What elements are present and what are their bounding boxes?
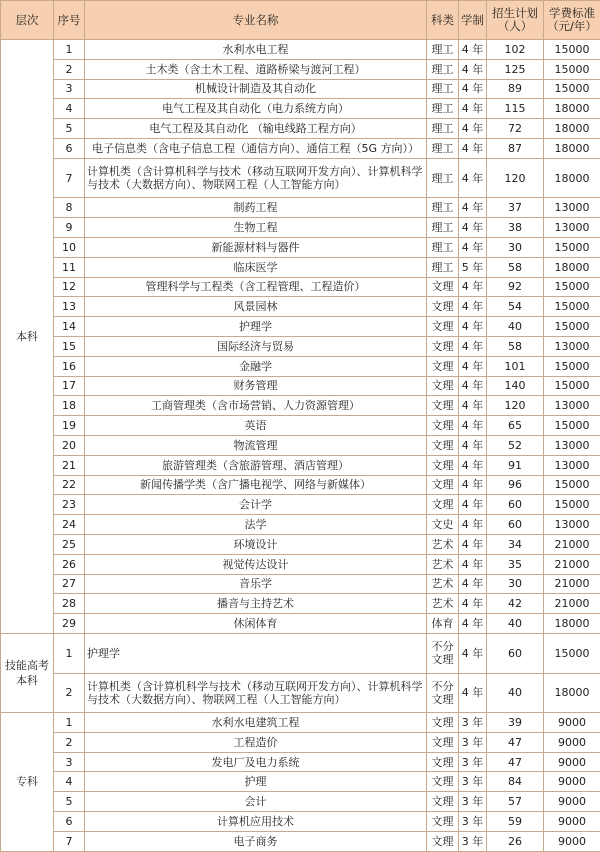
tuition-fee: 18000 bbox=[544, 614, 600, 634]
tuition-fee: 9000 bbox=[544, 831, 600, 851]
category: 理工 bbox=[427, 218, 459, 238]
row-number: 14 bbox=[54, 317, 85, 337]
category: 理工 bbox=[427, 59, 459, 79]
category: 文理 bbox=[427, 495, 459, 515]
table-header-row bbox=[1, 1, 600, 40]
row-number: 5 bbox=[54, 792, 85, 812]
enroll-plan: 37 bbox=[487, 198, 544, 218]
row-number: 17 bbox=[54, 376, 85, 396]
major-name: 工程造价 bbox=[85, 732, 427, 752]
enroll-plan: 47 bbox=[487, 752, 544, 772]
duration: 4 年 bbox=[459, 673, 487, 713]
row-number: 3 bbox=[54, 79, 85, 99]
tuition-fee: 15000 bbox=[544, 237, 600, 257]
duration: 4 年 bbox=[459, 475, 487, 495]
duration: 4 年 bbox=[459, 554, 487, 574]
category: 文理 bbox=[427, 396, 459, 416]
row-number: 21 bbox=[54, 455, 85, 475]
category: 理工 bbox=[427, 119, 459, 139]
major-name: 计算机类（含计算机科学与技术（移动互联网开发方向）、计算机科学与技术（大数据方向）、物联网工程（人工智能方向） bbox=[85, 158, 427, 198]
major-name: 新闻传播学类（含广播电视学、网络与新媒体） bbox=[85, 475, 427, 495]
tuition-fee: 21000 bbox=[544, 594, 600, 614]
duration: 3 年 bbox=[459, 831, 487, 851]
row-number: 3 bbox=[54, 752, 85, 772]
enroll-plan: 89 bbox=[487, 79, 544, 99]
row-number: 4 bbox=[54, 99, 85, 119]
enroll-plan: 35 bbox=[487, 554, 544, 574]
tuition-fee: 13000 bbox=[544, 396, 600, 416]
tuition-fee: 13000 bbox=[544, 218, 600, 238]
category: 文理 bbox=[427, 732, 459, 752]
table-row bbox=[1, 218, 600, 238]
row-number: 7 bbox=[54, 158, 85, 198]
row-number: 1 bbox=[54, 40, 85, 60]
tuition-fee: 13000 bbox=[544, 515, 600, 535]
category: 文理 bbox=[427, 812, 459, 832]
tuition-fee: 15000 bbox=[544, 317, 600, 337]
duration: 3 年 bbox=[459, 812, 487, 832]
category: 文理 bbox=[427, 277, 459, 297]
major-name: 护理学 bbox=[85, 317, 427, 337]
major-name: 国际经济与贸易 bbox=[85, 336, 427, 356]
tuition-fee: 9000 bbox=[544, 752, 600, 772]
row-number: 7 bbox=[54, 831, 85, 851]
major-name: 临床医学 bbox=[85, 257, 427, 277]
table-row bbox=[1, 416, 600, 436]
row-number: 29 bbox=[54, 614, 85, 634]
enroll-plan: 65 bbox=[487, 416, 544, 436]
duration: 4 年 bbox=[459, 574, 487, 594]
table-row bbox=[1, 257, 600, 277]
category: 艺术 bbox=[427, 594, 459, 614]
table-row bbox=[1, 633, 600, 673]
level-cell: 专科 bbox=[1, 713, 54, 852]
table-row bbox=[1, 752, 600, 772]
tuition-fee: 21000 bbox=[544, 534, 600, 554]
enroll-plan: 91 bbox=[487, 455, 544, 475]
category: 理工 bbox=[427, 138, 459, 158]
table-row bbox=[1, 812, 600, 832]
duration: 4 年 bbox=[459, 158, 487, 198]
category: 艺术 bbox=[427, 534, 459, 554]
major-name: 视觉传达设计 bbox=[85, 554, 427, 574]
row-number: 6 bbox=[54, 138, 85, 158]
duration: 3 年 bbox=[459, 713, 487, 733]
duration: 4 年 bbox=[459, 594, 487, 614]
major-name: 新能源材料与器件 bbox=[85, 237, 427, 257]
major-name: 会计 bbox=[85, 792, 427, 812]
category: 文理 bbox=[427, 713, 459, 733]
major-name: 金融学 bbox=[85, 356, 427, 376]
major-name: 计算机应用技术 bbox=[85, 812, 427, 832]
table-row bbox=[1, 435, 600, 455]
table-row bbox=[1, 792, 600, 812]
table-row bbox=[1, 297, 600, 317]
category: 文理 bbox=[427, 317, 459, 337]
enroll-plan: 120 bbox=[487, 158, 544, 198]
major-name: 电气工程及其自动化（电力系统方向） bbox=[85, 99, 427, 119]
level-cell: 技能高考本科 bbox=[1, 633, 54, 712]
major-name: 电子信息类（含电子信息工程（通信方向）、通信工程（5G 方向）） bbox=[85, 138, 427, 158]
tuition-fee: 15000 bbox=[544, 356, 600, 376]
table-row bbox=[1, 99, 600, 119]
major-name: 英语 bbox=[85, 416, 427, 436]
duration: 4 年 bbox=[459, 495, 487, 515]
row-number: 28 bbox=[54, 594, 85, 614]
table-row bbox=[1, 673, 600, 713]
category: 文理 bbox=[427, 435, 459, 455]
tuition-fee: 15000 bbox=[544, 40, 600, 60]
category: 体育 bbox=[427, 614, 459, 634]
header-level: 层次 bbox=[1, 1, 54, 40]
row-number: 11 bbox=[54, 257, 85, 277]
tuition-fee: 18000 bbox=[544, 138, 600, 158]
major-name: 制药工程 bbox=[85, 198, 427, 218]
tuition-fee: 13000 bbox=[544, 198, 600, 218]
row-number: 8 bbox=[54, 198, 85, 218]
enroll-plan: 125 bbox=[487, 59, 544, 79]
category: 文理 bbox=[427, 376, 459, 396]
duration: 4 年 bbox=[459, 119, 487, 139]
category: 艺术 bbox=[427, 574, 459, 594]
major-name: 水利水电工程 bbox=[85, 40, 427, 60]
row-number: 4 bbox=[54, 772, 85, 792]
table-row bbox=[1, 237, 600, 257]
row-number: 23 bbox=[54, 495, 85, 515]
enroll-plan: 72 bbox=[487, 119, 544, 139]
major-name: 护理 bbox=[85, 772, 427, 792]
major-name: 土木类（含土木工程、道路桥梁与渡河工程） bbox=[85, 59, 427, 79]
enroll-plan: 102 bbox=[487, 40, 544, 60]
enroll-plan: 140 bbox=[487, 376, 544, 396]
major-name: 音乐学 bbox=[85, 574, 427, 594]
duration: 4 年 bbox=[459, 317, 487, 337]
major-name: 机械设计制造及其自动化 bbox=[85, 79, 427, 99]
tuition-fee: 13000 bbox=[544, 336, 600, 356]
category: 理工 bbox=[427, 198, 459, 218]
tuition-fee: 13000 bbox=[544, 455, 600, 475]
duration: 4 年 bbox=[459, 218, 487, 238]
category: 文理 bbox=[427, 455, 459, 475]
duration: 5 年 bbox=[459, 257, 487, 277]
duration: 4 年 bbox=[459, 614, 487, 634]
enroll-plan: 92 bbox=[487, 277, 544, 297]
duration: 4 年 bbox=[459, 336, 487, 356]
enroll-plan: 60 bbox=[487, 515, 544, 535]
major-name: 环境设计 bbox=[85, 534, 427, 554]
category: 理工 bbox=[427, 257, 459, 277]
enroll-plan: 101 bbox=[487, 356, 544, 376]
enroll-plan: 58 bbox=[487, 336, 544, 356]
header-years: 学制 bbox=[459, 1, 487, 40]
table-row bbox=[1, 336, 600, 356]
enroll-plan: 34 bbox=[487, 534, 544, 554]
enroll-plan: 58 bbox=[487, 257, 544, 277]
tuition-fee: 15000 bbox=[544, 475, 600, 495]
row-number: 22 bbox=[54, 475, 85, 495]
table-row bbox=[1, 396, 600, 416]
row-number: 9 bbox=[54, 218, 85, 238]
category: 理工 bbox=[427, 237, 459, 257]
enroll-plan: 60 bbox=[487, 633, 544, 673]
row-number: 27 bbox=[54, 574, 85, 594]
header-no: 序号 bbox=[54, 1, 85, 40]
tuition-fee: 15000 bbox=[544, 59, 600, 79]
header-major: 专业名称 bbox=[85, 1, 427, 40]
duration: 3 年 bbox=[459, 792, 487, 812]
major-name: 计算机类（含计算机科学与技术（移动互联网开发方向）、计算机科学与技术（大数据方向）、物联网工程（人工智能方向） bbox=[85, 673, 427, 713]
table-body bbox=[1, 40, 600, 852]
duration: 4 年 bbox=[459, 198, 487, 218]
category: 文理 bbox=[427, 831, 459, 851]
table-row bbox=[1, 534, 600, 554]
tuition-fee: 9000 bbox=[544, 732, 600, 752]
enroll-plan: 26 bbox=[487, 831, 544, 851]
duration: 4 年 bbox=[459, 297, 487, 317]
enroll-plan: 96 bbox=[487, 475, 544, 495]
table-row bbox=[1, 376, 600, 396]
table-row bbox=[1, 40, 600, 60]
table-row bbox=[1, 198, 600, 218]
enroll-plan: 38 bbox=[487, 218, 544, 238]
tuition-fee: 18000 bbox=[544, 99, 600, 119]
table-row bbox=[1, 515, 600, 535]
row-number: 18 bbox=[54, 396, 85, 416]
enroll-plan: 30 bbox=[487, 574, 544, 594]
tuition-fee: 13000 bbox=[544, 435, 600, 455]
row-number: 2 bbox=[54, 59, 85, 79]
tuition-fee: 15000 bbox=[544, 376, 600, 396]
row-number: 19 bbox=[54, 416, 85, 436]
duration: 4 年 bbox=[459, 435, 487, 455]
tuition-fee: 9000 bbox=[544, 772, 600, 792]
table-row bbox=[1, 831, 600, 851]
enroll-plan: 87 bbox=[487, 138, 544, 158]
enroll-plan: 30 bbox=[487, 237, 544, 257]
category: 文理 bbox=[427, 297, 459, 317]
table-row bbox=[1, 356, 600, 376]
enroll-plan: 52 bbox=[487, 435, 544, 455]
duration: 4 年 bbox=[459, 356, 487, 376]
major-name: 会计学 bbox=[85, 495, 427, 515]
major-name: 水利水电建筑工程 bbox=[85, 713, 427, 733]
row-number: 6 bbox=[54, 812, 85, 832]
enroll-plan: 54 bbox=[487, 297, 544, 317]
enroll-plan: 42 bbox=[487, 594, 544, 614]
category: 理工 bbox=[427, 99, 459, 119]
enroll-plan: 40 bbox=[487, 673, 544, 713]
header-fee bbox=[544, 1, 600, 40]
major-name: 护理学 bbox=[85, 633, 427, 673]
tuition-fee: 21000 bbox=[544, 574, 600, 594]
major-name: 工商管理类（含市场营销、人力资源管理） bbox=[85, 396, 427, 416]
duration: 3 年 bbox=[459, 772, 487, 792]
table-row bbox=[1, 79, 600, 99]
tuition-fee: 9000 bbox=[544, 812, 600, 832]
enroll-plan: 115 bbox=[487, 99, 544, 119]
row-number: 1 bbox=[54, 633, 85, 673]
tuition-fee: 9000 bbox=[544, 713, 600, 733]
category: 文理 bbox=[427, 416, 459, 436]
table-row bbox=[1, 59, 600, 79]
tuition-fee: 9000 bbox=[544, 792, 600, 812]
duration: 4 年 bbox=[459, 416, 487, 436]
duration: 4 年 bbox=[459, 79, 487, 99]
row-number: 13 bbox=[54, 297, 85, 317]
duration: 4 年 bbox=[459, 277, 487, 297]
tuition-fee: 21000 bbox=[544, 554, 600, 574]
major-name: 管理科学与工程类（含工程管理、工程造价） bbox=[85, 277, 427, 297]
row-number: 1 bbox=[54, 713, 85, 733]
major-name: 播音与主持艺术 bbox=[85, 594, 427, 614]
duration: 4 年 bbox=[459, 515, 487, 535]
duration: 4 年 bbox=[459, 534, 487, 554]
header-fee-line1: 学费标准 bbox=[544, 7, 600, 20]
enroll-plan: 84 bbox=[487, 772, 544, 792]
category: 文理 bbox=[427, 356, 459, 376]
header-plan-line2: （人） bbox=[487, 20, 543, 33]
enroll-plan: 40 bbox=[487, 317, 544, 337]
table-row bbox=[1, 574, 600, 594]
category: 理工 bbox=[427, 79, 459, 99]
tuition-fee: 15000 bbox=[544, 277, 600, 297]
tuition-fee: 15000 bbox=[544, 495, 600, 515]
duration: 4 年 bbox=[459, 138, 487, 158]
table-row bbox=[1, 475, 600, 495]
category: 文理 bbox=[427, 475, 459, 495]
category: 不分文理 bbox=[427, 633, 459, 673]
tuition-fee: 15000 bbox=[544, 297, 600, 317]
category: 文理 bbox=[427, 792, 459, 812]
duration: 4 年 bbox=[459, 633, 487, 673]
header-category: 科类 bbox=[427, 1, 459, 40]
header-fee-line2: （元/年） bbox=[544, 20, 600, 33]
row-number: 5 bbox=[54, 119, 85, 139]
table-row bbox=[1, 594, 600, 614]
table-row bbox=[1, 495, 600, 515]
enroll-plan: 120 bbox=[487, 396, 544, 416]
row-number: 26 bbox=[54, 554, 85, 574]
tuition-fee: 18000 bbox=[544, 119, 600, 139]
major-name: 电子商务 bbox=[85, 831, 427, 851]
header-plan-line1: 招生计划 bbox=[487, 7, 543, 20]
row-number: 25 bbox=[54, 534, 85, 554]
tuition-fee: 18000 bbox=[544, 257, 600, 277]
duration: 4 年 bbox=[459, 396, 487, 416]
enroll-plan: 47 bbox=[487, 732, 544, 752]
category: 理工 bbox=[427, 40, 459, 60]
table-row bbox=[1, 158, 600, 198]
category: 文理 bbox=[427, 772, 459, 792]
tuition-fee: 18000 bbox=[544, 673, 600, 713]
tuition-fee: 18000 bbox=[544, 158, 600, 198]
tuition-fee: 15000 bbox=[544, 633, 600, 673]
duration: 4 年 bbox=[459, 455, 487, 475]
table-row bbox=[1, 732, 600, 752]
enroll-plan: 60 bbox=[487, 495, 544, 515]
tuition-fee: 15000 bbox=[544, 79, 600, 99]
tuition-fee: 15000 bbox=[544, 416, 600, 436]
category: 不分文理 bbox=[427, 673, 459, 713]
major-name: 法学 bbox=[85, 515, 427, 535]
duration: 4 年 bbox=[459, 59, 487, 79]
row-number: 24 bbox=[54, 515, 85, 535]
table-row bbox=[1, 455, 600, 475]
row-number: 12 bbox=[54, 277, 85, 297]
table-row bbox=[1, 277, 600, 297]
category: 文理 bbox=[427, 752, 459, 772]
duration: 4 年 bbox=[459, 237, 487, 257]
row-number: 15 bbox=[54, 336, 85, 356]
header-plan bbox=[487, 1, 544, 40]
major-name: 生物工程 bbox=[85, 218, 427, 238]
category: 艺术 bbox=[427, 554, 459, 574]
enroll-plan: 40 bbox=[487, 614, 544, 634]
major-name: 休闲体育 bbox=[85, 614, 427, 634]
major-name: 风景园林 bbox=[85, 297, 427, 317]
major-name: 物流管理 bbox=[85, 435, 427, 455]
table-row bbox=[1, 713, 600, 733]
duration: 4 年 bbox=[459, 376, 487, 396]
enroll-plan: 59 bbox=[487, 812, 544, 832]
enroll-plan: 57 bbox=[487, 792, 544, 812]
table-row bbox=[1, 138, 600, 158]
major-name: 电气工程及其自动化 （输电线路工程方向） bbox=[85, 119, 427, 139]
major-name: 财务管理 bbox=[85, 376, 427, 396]
major-name: 旅游管理类（含旅游管理、酒店管理） bbox=[85, 455, 427, 475]
row-number: 20 bbox=[54, 435, 85, 455]
duration: 4 年 bbox=[459, 40, 487, 60]
table-row bbox=[1, 772, 600, 792]
duration: 4 年 bbox=[459, 99, 487, 119]
table-row bbox=[1, 614, 600, 634]
table-row bbox=[1, 554, 600, 574]
table-row bbox=[1, 317, 600, 337]
row-number: 10 bbox=[54, 237, 85, 257]
table-row bbox=[1, 119, 600, 139]
row-number: 2 bbox=[54, 732, 85, 752]
row-number: 16 bbox=[54, 356, 85, 376]
level-cell: 本科 bbox=[1, 40, 54, 634]
duration: 3 年 bbox=[459, 732, 487, 752]
row-number: 2 bbox=[54, 673, 85, 713]
enroll-plan: 39 bbox=[487, 713, 544, 733]
category: 理工 bbox=[427, 158, 459, 198]
duration: 3 年 bbox=[459, 752, 487, 772]
category: 文理 bbox=[427, 336, 459, 356]
category: 文史 bbox=[427, 515, 459, 535]
major-name: 发电厂及电力系统 bbox=[85, 752, 427, 772]
